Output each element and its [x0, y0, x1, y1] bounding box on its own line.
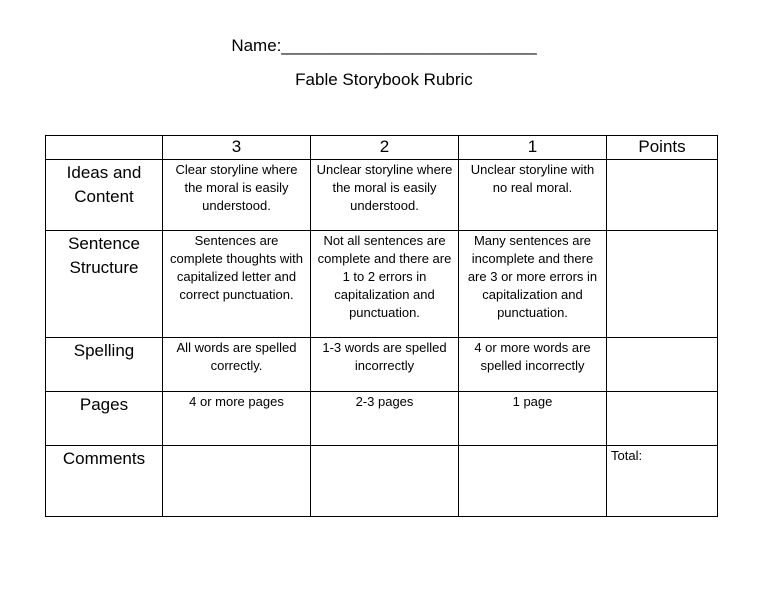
table-row-ideas-and-content [46, 160, 718, 231]
row-label: Spelling [46, 338, 163, 392]
name-field-line: Name:___________________________ [231, 36, 537, 55]
criteria-cell-score-2: Not all sentences are complete and there are 1 to 2 errors in capitalization and punctuation. [311, 231, 459, 338]
column-header-score-3: 3 [163, 136, 311, 160]
points-cell [607, 231, 718, 338]
column-header-score-1: 1 [459, 136, 607, 160]
criteria-cell-score-2: 2-3 pages [311, 392, 459, 446]
row-label: Comments [46, 446, 163, 517]
comment-cell [311, 446, 459, 517]
points-cell [607, 338, 718, 392]
criteria-cell-score-1: Many sentences are incomplete and there are 3 or more errors in capitalization and punctuation. [459, 231, 607, 338]
column-header-blank [46, 136, 163, 160]
rubric-table [45, 135, 718, 517]
table-row-pages [46, 392, 718, 446]
criteria-cell-score-3: Sentences are complete thoughts with capitalized letter and correct punctuation. [163, 231, 311, 338]
table-row-sentence-structure [46, 231, 718, 338]
row-label: Pages [46, 392, 163, 446]
column-header-points: Points [607, 136, 718, 160]
points-cell [607, 392, 718, 446]
total-label: Total: [607, 446, 718, 517]
criteria-cell-score-2: Unclear storyline where the moral is easily understood. [311, 160, 459, 231]
criteria-cell-score-1: Unclear storyline with no real moral. [459, 160, 607, 231]
criteria-cell-score-3: Clear storyline where the moral is easily understood. [163, 160, 311, 231]
table-header-row [46, 136, 718, 160]
comment-cell [459, 446, 607, 517]
row-label: Sentence Structure [46, 231, 163, 338]
points-cell [607, 160, 718, 231]
criteria-cell-score-1: 1 page [459, 392, 607, 446]
criteria-cell-score-3: 4 or more pages [163, 392, 311, 446]
criteria-cell-score-2: 1-3 words are spelled incorrectly [311, 338, 459, 392]
comment-cell [163, 446, 311, 517]
criteria-cell-score-3: All words are spelled correctly. [163, 338, 311, 392]
row-label: Ideas and Content [46, 160, 163, 231]
table-row-comments [46, 446, 718, 517]
table-row-spelling [46, 338, 718, 392]
page-title: Fable Storybook Rubric [295, 70, 473, 89]
criteria-cell-score-1: 4 or more words are spelled incorrectly [459, 338, 607, 392]
column-header-score-2: 2 [311, 136, 459, 160]
